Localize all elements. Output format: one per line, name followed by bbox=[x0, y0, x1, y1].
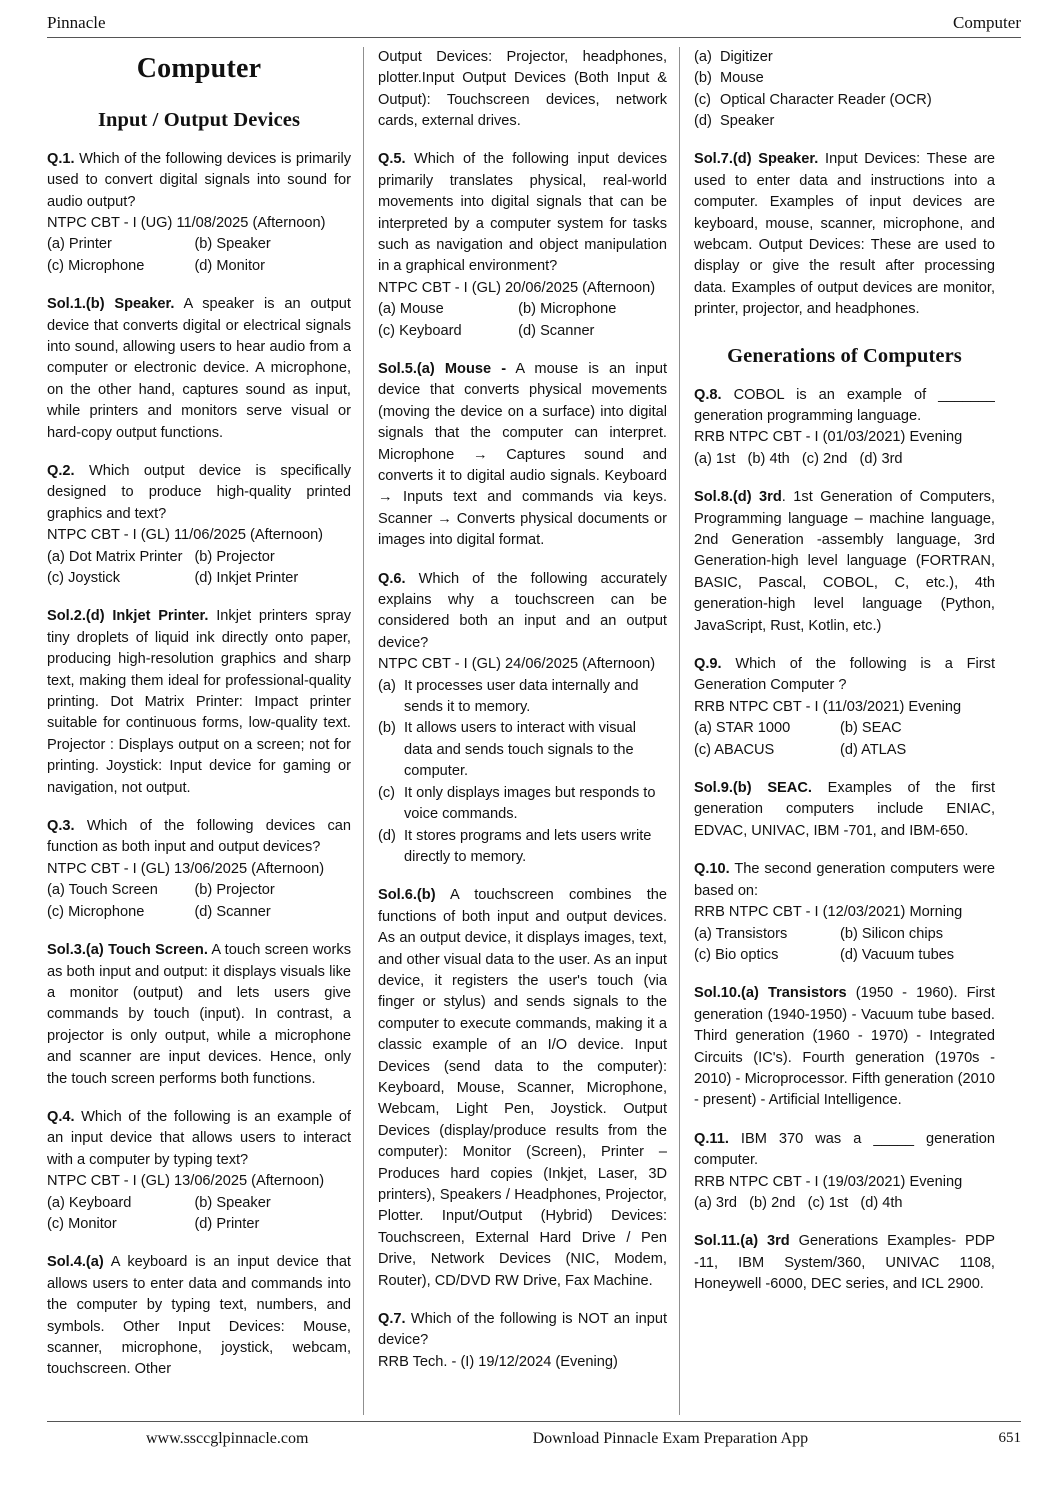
q1-source: NTPC CBT - I (UG) 11/08/2025 (Afternoon) bbox=[47, 214, 326, 231]
q10-label: Q.10. bbox=[694, 861, 730, 878]
running-head-right: Computer bbox=[953, 13, 1021, 32]
option-text: Optical Character Reader (OCR) bbox=[720, 91, 932, 108]
column-3 bbox=[679, 47, 995, 1415]
section-heading-io: Input / Output Devices bbox=[97, 108, 301, 131]
option-row bbox=[694, 945, 995, 966]
q2-option-a[interactable]: (a) Dot Matrix Printer bbox=[47, 548, 183, 565]
q10-option-c[interactable]: (c) Bio optics bbox=[694, 946, 779, 963]
sol6-text: A touchscreen combines the functions of both input and output devices. As an output device, it displays images, text, and other visual data to the user. As an input device, it registers the user's touch (via finger or stylus) and sends signals to the computer to execute commands, making it a classic example of an I/O device. Input Devices (send data to the computer): Keyboard, Mouse, Scanner, Microphone, Webcam, Light Pen, Joystick. Output Devices (display/produce results from the computer): Monitor (Screen), Printer – Produces hard copies (Inkjet, Laser, 3D printers), Speakers / Headphones, Projector, Plotter. Input/Output (Hybrid) Devices: Touchscreen, External Hard Drive / Pen Drive, Network Devices (NIC, Modem, Router), CD/DVD RW Drive, Fax Machine. bbox=[378, 887, 667, 1289]
q4-option-c[interactable]: (c) Monitor bbox=[47, 1215, 117, 1232]
q6-option-c[interactable] bbox=[378, 783, 667, 826]
q6-option-a[interactable] bbox=[378, 676, 667, 719]
solution-sol4-continued: Output Devices: Projector, headphones, plotter.Input Output Devices (Both Input & Output): Touchscreen devices, network cards, external drives. bbox=[378, 48, 667, 129]
q11-text-before: IBM 370 was a bbox=[728, 1130, 874, 1147]
solution-sol9 bbox=[694, 778, 995, 842]
sol7-label: Sol.7.(d) Speaker. bbox=[694, 151, 819, 168]
q5-options bbox=[378, 299, 667, 342]
sol10-text: (1950 - 1960). First generation (1940-1950) - Vacuum tube based. Third generation (1960 - 1970) - Integrated Circuits (IC's). Fourth generation (1970s - 2010) - Microprocessor. Fifth generation (2010 - present) - Artificial Intelligence. bbox=[694, 985, 995, 1109]
sol3-label: Sol.3.(a) Touch Screen. bbox=[47, 942, 208, 959]
option-text: It stores programs and lets users write directly to memory. bbox=[404, 827, 652, 865]
option-text: Speaker bbox=[720, 112, 775, 129]
solution-sol10 bbox=[694, 983, 995, 1111]
q3-options bbox=[47, 880, 351, 923]
sol4-text: A keyboard is an input device that allows users to enter data and commands into the computer by typing text, numbers, and symbols. Other Input Devices: Mouse, scanner, microphone, joystick, webcam, touchscreen. Other bbox=[47, 1254, 351, 1378]
three-column-body bbox=[47, 47, 1021, 1415]
q1-options bbox=[47, 234, 351, 277]
solution-sol3 bbox=[47, 940, 351, 1090]
q1-label: Q.1. bbox=[47, 150, 75, 167]
q4-option-d[interactable]: (d) Printer bbox=[194, 1215, 260, 1232]
q4-label: Q.4. bbox=[47, 1108, 75, 1125]
q10-option-a[interactable]: (a) Transistors bbox=[694, 925, 788, 942]
q9-option-d[interactable]: (d) ATLAS bbox=[839, 741, 907, 758]
q11-label: Q.11. bbox=[694, 1130, 729, 1147]
header-divider-rule bbox=[47, 37, 1021, 38]
q7-label: Q.7. bbox=[378, 1311, 406, 1328]
option-label: (c) bbox=[694, 91, 712, 108]
q2-text: Which output device is specifically designed to produce high-quality printed graphics and text? bbox=[47, 462, 351, 522]
q1-option-a[interactable]: (a) Printer bbox=[47, 236, 112, 253]
sol8-text: . 1st Generation of Computers, Programming language – machine language, 2nd Generation -assembly language, 3rd Generation-high level language (FORTRAN, BASIC, Pascal, COBOL, C, etc.), 4th generation-high level language (Python, JavaScript, Rust, Kotlin, etc.) bbox=[694, 489, 995, 634]
q3-option-a[interactable]: (a) Touch Screen bbox=[47, 882, 158, 899]
q6-source: NTPC CBT - I (GL) 24/06/2025 (Afternoon) bbox=[378, 656, 656, 673]
q8-source: RRB NTPC CBT - I (01/03/2021) Evening bbox=[694, 429, 963, 446]
option-text: It processes user data internally and sends it to memory. bbox=[404, 677, 639, 716]
option-label: (a) bbox=[378, 677, 396, 694]
q5-option-b[interactable]: (b) Microphone bbox=[518, 301, 617, 318]
option-row bbox=[47, 902, 351, 923]
section-heading-generations: Generations of Computers bbox=[727, 344, 962, 367]
sol9-text: Examples of the first generation computers include ENIAC, EDVAC, UNIVAC, IBM -701, and IBM-650. bbox=[694, 780, 995, 839]
q2-option-b[interactable]: (b) Projector bbox=[194, 548, 275, 565]
question-q5 bbox=[378, 149, 667, 277]
question-q4 bbox=[47, 1107, 351, 1171]
q5-option-c[interactable]: (c) Keyboard bbox=[378, 322, 462, 339]
question-q8 bbox=[694, 385, 995, 428]
q5-text: Which of the following input devices primarily translates physical, real-world movements into digital signals that can be interpreted by a computer system for tasks such as navigation and object manipulation in a graphical environment? bbox=[378, 151, 667, 275]
solution-sol6 bbox=[378, 885, 667, 1292]
q11-option-c[interactable]: (c) 1st bbox=[807, 1194, 849, 1211]
q7-options bbox=[694, 47, 995, 133]
q3-source: NTPC CBT - I (GL) 13/06/2025 (Afternoon) bbox=[47, 860, 325, 877]
q10-option-d[interactable]: (d) Vacuum tubes bbox=[839, 946, 955, 963]
q7-option-a[interactable] bbox=[694, 47, 995, 68]
q8-blank: _______ bbox=[938, 386, 995, 403]
option-row bbox=[47, 234, 351, 255]
sol10-label: Sol.10.(a) Transistors bbox=[694, 985, 847, 1002]
option-row bbox=[47, 256, 351, 277]
q7-text: Which of the following is NOT an input device? bbox=[378, 1311, 667, 1349]
option-row bbox=[47, 547, 351, 568]
q4-text: Which of the following is an example of an input device that allows users to interact with a computer by typing text? bbox=[47, 1108, 351, 1168]
q10-options bbox=[694, 924, 995, 967]
sol2-text: Inkjet printers spray tiny droplets of liquid ink directly onto paper, producing high-resolution graphics and sharp text, making them ideal for professional-quality printing. Dot Matrix Printer: Impact printer suitable for continuous forms, low-quality text. Projector : Displays output on a screen; not for printing. Joystick: Input device for gaming or navigation, not output. bbox=[47, 608, 351, 796]
sol5-label: Sol.5.(a) Mouse - bbox=[378, 360, 507, 377]
q8-option-a[interactable]: (a) 1st bbox=[694, 450, 736, 467]
option-text: It only displays images but responds to voice commands. bbox=[404, 784, 656, 823]
q5-option-d[interactable]: (d) Scanner bbox=[518, 322, 595, 339]
q10-text: The second generation computers were based on: bbox=[694, 861, 995, 899]
column-2 bbox=[363, 47, 679, 1415]
q11-blank: _____ bbox=[873, 1130, 914, 1147]
q3-option-c[interactable]: (c) Microphone bbox=[47, 903, 145, 920]
q8-option-c[interactable]: (c) 2nd bbox=[801, 450, 848, 467]
q8-options bbox=[694, 449, 995, 470]
q3-option-d[interactable]: (d) Scanner bbox=[194, 903, 271, 920]
sol11-text: Generations Examples- PDP -11, IBM System/360, UNIVAC 1108, Honeywell -6000, DEC series, and ICL 2900. bbox=[694, 1233, 995, 1293]
option-label: (c) bbox=[378, 784, 396, 801]
q2-source: NTPC CBT - I (GL) 11/06/2025 (Afternoon) bbox=[47, 527, 324, 544]
q10-option-b[interactable]: (b) Silicon chips bbox=[839, 925, 944, 942]
page-title: Computer bbox=[136, 52, 262, 84]
question-q9 bbox=[694, 654, 995, 697]
q7-option-c[interactable] bbox=[694, 90, 995, 111]
option-row bbox=[694, 718, 995, 739]
option-label: (b) bbox=[378, 720, 396, 737]
option-row bbox=[47, 880, 351, 901]
q11-option-b[interactable]: (b) 2nd bbox=[749, 1194, 796, 1211]
question-q3 bbox=[47, 816, 351, 859]
q5-source: NTPC CBT - I (GL) 20/06/2025 (Afternoon) bbox=[378, 279, 656, 296]
sol1-label: Sol.1.(b) Speaker. bbox=[47, 296, 175, 313]
question-q10 bbox=[694, 859, 995, 902]
q1-text: Which of the following devices is primarily used to convert digital signals into sound for audio output? bbox=[47, 150, 351, 210]
running-head bbox=[47, 14, 1021, 37]
q9-option-c[interactable]: (c) ABACUS bbox=[694, 741, 775, 758]
sol7-text: Input Devices: These are used to enter data and instructions into a computer. Examples of input devices are keyboard, mouse, scanner, microphone, and webcam. Output Devices: These are used to display or give the result after processing data. Examples of output devices are monitor, printer, projector, and headphones. bbox=[694, 151, 995, 318]
q4-option-b[interactable]: (b) Speaker bbox=[194, 1194, 271, 1211]
running-head-left: Pinnacle bbox=[47, 13, 106, 32]
sol1-text: A speaker is an output device that converts digital or electrical signals into sound, allowing users to hear audio from a computer or electronic device. A microphone, on the other hand, captures sound as input, while printers and monitors serve visual or hard-copy output functions. bbox=[47, 296, 351, 441]
q8-label: Q.8. bbox=[694, 386, 722, 403]
q7-option-d[interactable] bbox=[694, 111, 995, 132]
q3-option-b[interactable]: (b) Projector bbox=[194, 882, 275, 899]
q9-source: RRB NTPC CBT - I (11/03/2021) Evening bbox=[694, 698, 962, 715]
column-1 bbox=[47, 47, 363, 1415]
option-text: Mouse bbox=[720, 70, 764, 87]
solution-sol5 bbox=[378, 359, 667, 552]
q11-option-a[interactable]: (a) 3rd bbox=[694, 1194, 737, 1211]
q4-option-a[interactable]: (a) Keyboard bbox=[47, 1194, 132, 1211]
q9-option-a[interactable]: (a) STAR 1000 bbox=[694, 720, 791, 737]
sol11-label: Sol.11.(a) 3rd bbox=[694, 1233, 790, 1250]
option-row bbox=[378, 299, 667, 320]
option-label: (d) bbox=[378, 827, 396, 844]
question-q7 bbox=[378, 1309, 667, 1352]
sol8-label: Sol.8.(d) 3rd bbox=[694, 489, 782, 506]
q6-label: Q.6. bbox=[378, 570, 406, 587]
q11-text-after: generation computer. bbox=[694, 1130, 995, 1169]
q8-text-before: COBOL is an example of bbox=[721, 386, 939, 403]
q8-option-b[interactable]: (b) 4th bbox=[747, 450, 790, 467]
sol9-label: Sol.9.(b) SEAC. bbox=[694, 780, 812, 797]
page-footer bbox=[47, 1422, 1021, 1448]
q1-option-b[interactable]: (b) Speaker bbox=[194, 236, 271, 253]
q11-options bbox=[694, 1193, 995, 1214]
option-label: (b) bbox=[694, 70, 712, 87]
q7-source: RRB Tech. - (I) 19/12/2024 (Evening) bbox=[378, 1353, 618, 1370]
q8-option-d[interactable]: (d) 3rd bbox=[859, 450, 903, 467]
option-row bbox=[47, 1193, 351, 1214]
q9-label: Q.9. bbox=[694, 656, 722, 673]
option-text: It allows users to interact with visual data and sends touch signals to the computer. bbox=[404, 720, 636, 780]
q6-options bbox=[378, 676, 667, 869]
q4-source: NTPC CBT - I (GL) 13/06/2025 (Afternoon) bbox=[47, 1173, 325, 1190]
footer-promo: Download Pinnacle Exam Preparation App bbox=[532, 1429, 809, 1447]
option-row bbox=[47, 1214, 351, 1235]
q4-options bbox=[47, 1193, 351, 1236]
option-row bbox=[47, 568, 351, 589]
sol6-label: Sol.6.(b) bbox=[378, 887, 436, 904]
q1-option-c[interactable]: (c) Microphone bbox=[47, 257, 145, 274]
q9-option-b[interactable]: (b) SEAC bbox=[839, 720, 902, 737]
q11-option-d[interactable]: (d) 4th bbox=[860, 1194, 903, 1211]
footer-website[interactable]: www.ssccglpinnacle.com bbox=[145, 1429, 309, 1447]
q1-option-d[interactable]: (d) Monitor bbox=[194, 257, 266, 274]
option-text: Digitizer bbox=[720, 48, 773, 65]
solution-sol8 bbox=[694, 487, 995, 637]
q5-option-a[interactable]: (a) Mouse bbox=[378, 301, 444, 318]
option-row bbox=[378, 321, 667, 342]
q9-text: Which of the following is a First Generation Computer ? bbox=[694, 656, 995, 694]
solution-sol4 bbox=[47, 1252, 351, 1380]
sol3-text: A touch screen works as both input and output: it displays visuals like a monitor (output) and lets users give commands by touch (input). In contrast, a projector is only output, while a microphone and scanner are input devices. Hence, only the touch screen performs both functions. bbox=[47, 942, 351, 1087]
q2-option-d[interactable]: (d) Inkjet Printer bbox=[194, 570, 299, 586]
sol2-label: Sol.2.(d) Inkjet Printer. bbox=[47, 608, 209, 625]
q6-option-b[interactable] bbox=[378, 718, 667, 782]
solution-sol2 bbox=[47, 606, 351, 799]
question-q1 bbox=[47, 149, 351, 213]
option-row bbox=[694, 924, 995, 945]
solution-sol1 bbox=[47, 294, 351, 444]
q9-options bbox=[694, 718, 995, 761]
q3-label: Q.3. bbox=[47, 818, 75, 835]
q2-label: Q.2. bbox=[47, 462, 75, 479]
q2-options bbox=[47, 547, 351, 590]
option-label: (d) bbox=[694, 112, 712, 129]
q11-source: RRB NTPC CBT - I (19/03/2021) Evening bbox=[694, 1173, 963, 1190]
q8-text-after: generation programming language. bbox=[694, 407, 922, 424]
question-q2 bbox=[47, 461, 351, 525]
option-row bbox=[694, 740, 995, 761]
q6-text: Which of the following accurately explains why a touchscreen can be considered both an input and an output device? bbox=[378, 570, 667, 651]
q5-label: Q.5. bbox=[378, 151, 406, 168]
q3-text: Which of the following devices can function as both input and output devices? bbox=[47, 818, 351, 856]
footer-page-number: 651 bbox=[998, 1430, 1021, 1447]
q2-option-c[interactable]: (c) Joystick bbox=[47, 570, 120, 586]
sol4-label: Sol.4.(a) bbox=[47, 1254, 104, 1271]
option-label: (a) bbox=[694, 48, 712, 65]
q6-option-d[interactable] bbox=[378, 826, 667, 869]
solution-sol7 bbox=[694, 149, 995, 320]
q7-option-b[interactable] bbox=[694, 68, 995, 89]
solution-sol11 bbox=[694, 1231, 995, 1295]
q10-source: RRB NTPC CBT - I (12/03/2021) Morning bbox=[694, 904, 963, 921]
question-q11 bbox=[694, 1129, 995, 1172]
sol5-text: A mouse is an input device that converts physical movements (moving the device on a surface) into digital signals that the computer can interpret. Microphone → Captures sound and converts it to digital audio signals. Keyboard → Inputs text and commands via keys. Scanner → Converts physical documents or images into digital format. bbox=[378, 360, 667, 549]
question-q6 bbox=[378, 569, 667, 655]
